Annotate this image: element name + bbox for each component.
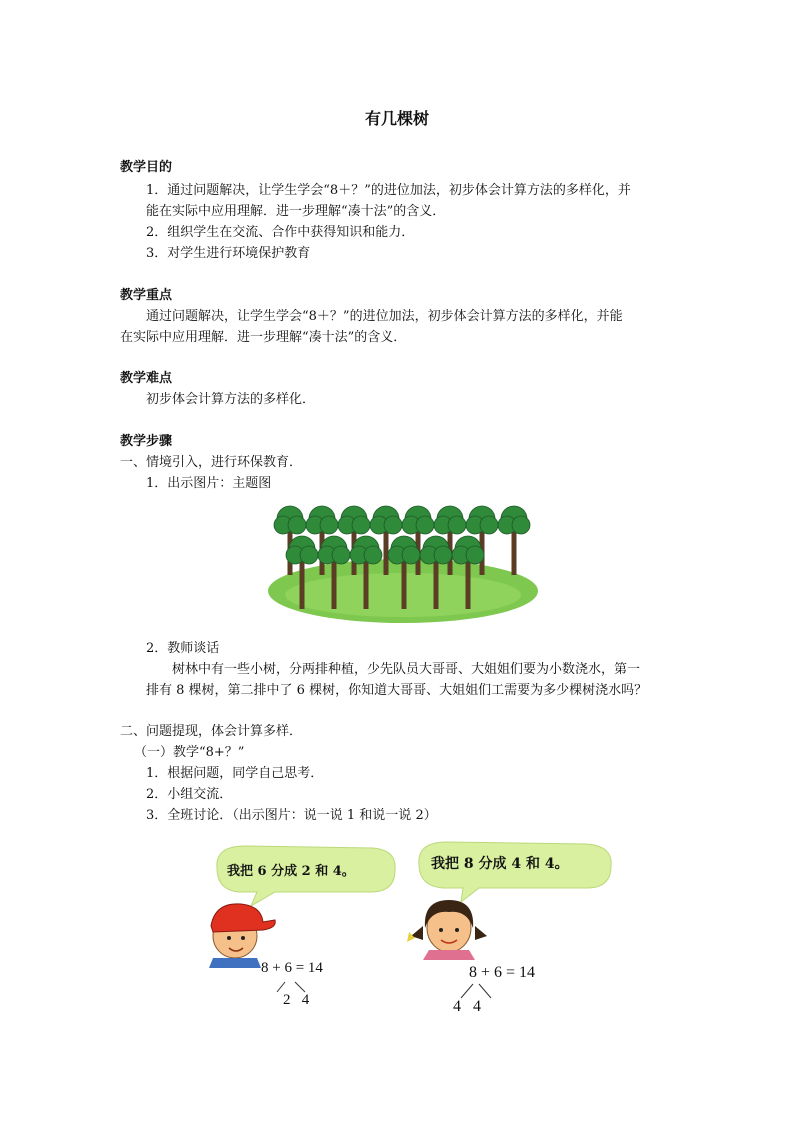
goal-item: 1．通过问题解决，让学生学会“8＋？”的进位加法，初步体会计算方法的多样化，并: [146, 183, 631, 198]
part1-item: 2．教师谈话: [146, 641, 220, 656]
discussion-illustration: [205, 840, 625, 1020]
difficulty-heading: 教学难点: [120, 371, 173, 386]
part1-heading: 一、情境引入，进行环保教育．: [120, 455, 303, 470]
difficulty-line: 初步体会计算方法的多样化．: [146, 392, 316, 407]
girl-equation: 8 + 6 = 14: [469, 964, 536, 981]
part2-item: 1．根据问题，同学自己思考．: [146, 766, 324, 781]
key-line: 在实际中应用理解．进一步理解“凑十法”的含义．: [120, 330, 407, 345]
key-heading: 教学重点: [120, 288, 173, 303]
goal-item: 能在实际中应用理解．进一步理解“凑十法”的含义．: [146, 204, 446, 219]
tree: [498, 506, 530, 575]
key-line: 通过问题解决，让学生学会“8＋？”的进位加法，初步体会计算方法的多样化，并能: [146, 309, 623, 324]
teacher-talk-line: 排有 8 棵树，第二排中了 6 棵树，你知道大哥哥、大姐姐们工需要为多少棵树浇水吗？: [146, 683, 648, 698]
boy-bubble-text: 我把 6 分成 2 和 4。: [227, 864, 355, 879]
part2-item: 2．小组交流．: [146, 787, 233, 802]
girl-split: 4 4: [453, 998, 481, 1015]
page-title: 有几棵树: [364, 109, 429, 128]
goal-heading: 教学目的: [120, 160, 173, 175]
boy-split: 2 4: [283, 992, 310, 1008]
part2-item: 3．全班讨论．（出示图片：说一说 1 和说一说 2）: [146, 808, 437, 823]
theme-picture-trees: [268, 505, 538, 623]
teacher-talk-line: 树林中有一些小树，分两排种植，少先队员大哥哥、大姐姐们要为小数浇水，第一: [172, 662, 641, 677]
girl-bubble-text: 我把 8 分成 4 和 4。: [431, 856, 569, 872]
part2-heading: 二、问题提现，体会计算多样．: [120, 724, 303, 739]
girl-figure: [407, 900, 487, 960]
goal-item: 3．对学生进行环境保护教育: [146, 246, 311, 261]
boy-figure: [209, 904, 275, 968]
subsection-heading: （一）教学“8+？”: [134, 745, 245, 760]
goal-item: 2．组织学生在交流、合作中获得知识和能力．: [146, 225, 415, 240]
steps-heading: 教学步骤: [120, 434, 173, 449]
part1-item: 1．出示图片：主题图: [146, 476, 272, 491]
boy-equation: 8 + 6 = 14: [261, 960, 323, 976]
